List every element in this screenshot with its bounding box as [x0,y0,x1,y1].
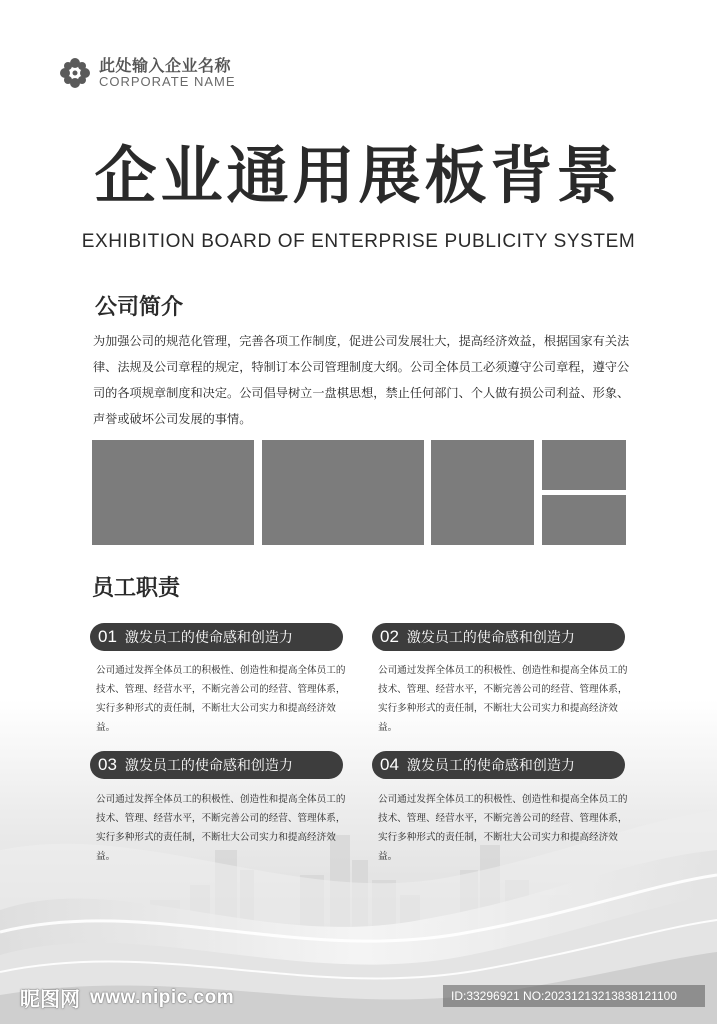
duty-body-01: 公司通过发挥全体员工的积极性、创造性和提高全体员工的技术、管理、经营水平，不断完善公司的经营、管理体系，实行多种形式的责任制，不断壮大公司实力和提高经济效益。 [96,665,346,733]
duty-number: 04 [380,755,399,774]
duty-number: 01 [98,627,117,646]
company-name-cn: 此处输入企业名称 [99,55,232,75]
photo-placeholder-1 [92,440,254,545]
watermark-url: www.nipic.com [90,986,235,1008]
photo-placeholder-4 [542,440,626,490]
duty-title: 激发员工的使命感和创造力 [406,630,575,646]
photo-placeholder-3 [431,440,534,545]
photo-placeholder-2 [262,440,424,545]
company-name-en: CORPORATE NAME [99,73,236,89]
duty-title: 激发员工的使命感和创造力 [406,758,575,774]
duty-body-03: 公司通过发挥全体员工的积极性、创造性和提高全体员工的技术、管理、经营水平，不断完善公司的经营、管理体系，实行多种形式的责任制，不断壮大公司实力和提高经济效益。 [96,794,346,862]
duty-pill-01 [90,623,343,651]
duty-pill-04 [372,751,625,779]
duty-title: 激发员工的使命感和创造力 [124,758,293,774]
image-id-bar: ID:33296921 NO:20231213213838121100 [443,985,705,1007]
corporate-logo [57,55,236,91]
duty-body-02: 公司通过发挥全体员工的积极性、创造性和提高全体员工的技术、管理、经营水平，不断完善公司的经营、管理体系，实行多种形式的责任制，不断壮大公司实力和提高经济效益。 [378,665,628,733]
board-title: 企业通用展板背景 [94,139,623,212]
duties-heading: 员工职责 [92,575,181,601]
duty-pill-03 [90,751,343,779]
duty-number: 02 [380,627,399,646]
intro-heading: 公司简介 [95,294,184,320]
duty-title: 激发员工的使命感和创造力 [124,630,293,646]
duty-body-04: 公司通过发挥全体员工的积极性、创造性和提高全体员工的技术、管理、经营水平，不断完善公司的经营、管理体系，实行多种形式的责任制，不断壮大公司实力和提高经济效益。 [378,794,628,862]
photo-placeholder-5 [542,495,626,545]
board-subtitle: EXHIBITION BOARD OF ENTERPRISE PUBLICITY SYSTEM [81,231,636,252]
site-watermark [20,983,234,1012]
intro-body: 为加强公司的规范化管理，完善各项工作制度，促进公司发展壮大，提高经济效益，根据国家有关法律、法规及公司章程的规定，特制订本公司管理制度大纲。公司全体员工必须遵守公司章程，遵守公司的各项规章制度和决定。公司倡导树立一盘棋思想，禁止任何部门、个人做有损公司利益、形象、声誉或破坏公司发展的事情。 [93,334,630,426]
flower-logo-icon [57,55,93,91]
duty-pill-02 [372,623,625,651]
watermark-site-name: 昵图网 [20,987,80,1011]
duty-number: 03 [98,755,117,774]
